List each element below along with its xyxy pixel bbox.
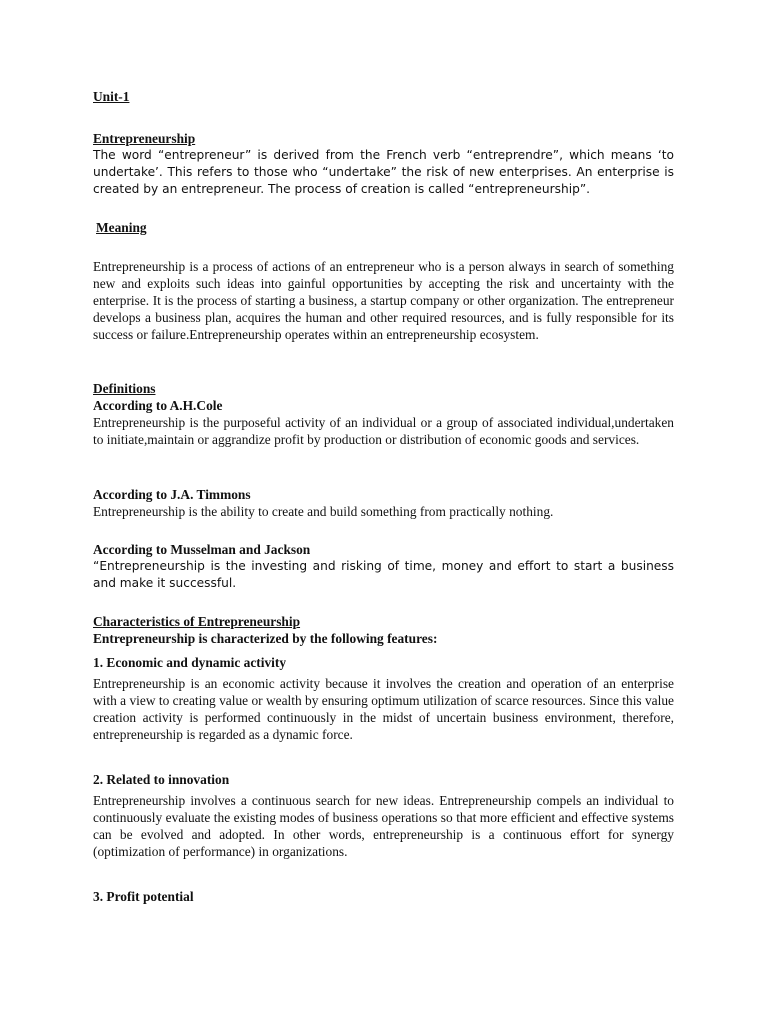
characteristics-heading: Characteristics of Entrepreneurship (93, 614, 301, 629)
entrepreneurship-intro: The word “entrepreneur” is derived from the French verb “entreprendre”, which means ‘to undertake’. This refers to those who “undertake” the risk of new enterprises. An enterprise is created by an entrepreneur. The process of creation is called “entrepreneurship”. (93, 148, 674, 196)
definitions-heading: Definitions (93, 381, 156, 396)
entrepreneurship-heading: Entrepreneurship (93, 131, 196, 146)
meaning-body: Entrepreneurship is a process of actions of an entrepreneur who is a person always in search of something new and exploits such ideas into gainful opportunities by accepting the risk and uncertainty with the enterprise. It is the process of starting a business, a startup company or other organization. The entrepreneur develops a business plan, acquires the human and other required resources, and is fully responsible for its success or failure.Entrepreneurship operates within an entrepreneurship ecosystem. (93, 259, 674, 342)
characteristic-1-text: Entrepreneurship is an economic activity because it involves the creation and operation of an enterprise with a view to creating value or wealth by ensuring optimum utilization of scarce resources. Since this value creation activity is performed continuously in the midst of uncertain business environment, therefore, entrepreneurship is regarded as a dynamic force. (93, 676, 674, 742)
characteristics-subheading: Entrepreneurship is characterized by the following features: (93, 631, 438, 646)
characteristic-2-text: Entrepreneurship involves a continuous search for new ideas. Entrepreneurship compels an individual to continuously evaluate the existing modes of business operations so that more efficient and effective systems can be evolved and adopted. In other words, entrepreneurship is a continuous effort for synergy (optimization of performance) in organizations. (93, 793, 674, 859)
characteristic-1-title: 1. Economic and dynamic activity (93, 655, 287, 670)
definition-musselman-text: “Entrepreneurship is the investing and risking of time, money and effort to start a business and make it successful. (93, 559, 674, 590)
definition-timmons-text: Entrepreneurship is the ability to create and build something from practically nothing. (93, 504, 554, 519)
definition-timmons-heading: According to J.A. Timmons (93, 487, 251, 502)
definition-cole-heading: According to A.H.Cole (93, 398, 223, 413)
definition-musselman-heading: According to Musselman and Jackson (93, 542, 311, 557)
unit-title: Unit-1 (93, 89, 130, 104)
characteristic-3-title: 3. Profit potential (93, 889, 194, 904)
meaning-heading: Meaning (96, 220, 147, 235)
characteristic-2-title: 2. Related to innovation (93, 772, 230, 787)
definition-cole-text: Entrepreneurship is the purposeful activity of an individual or a group of associated individual,undertaken to initiate,maintain or aggrandize profit by production or distribution of economic goods and services. (93, 415, 674, 447)
